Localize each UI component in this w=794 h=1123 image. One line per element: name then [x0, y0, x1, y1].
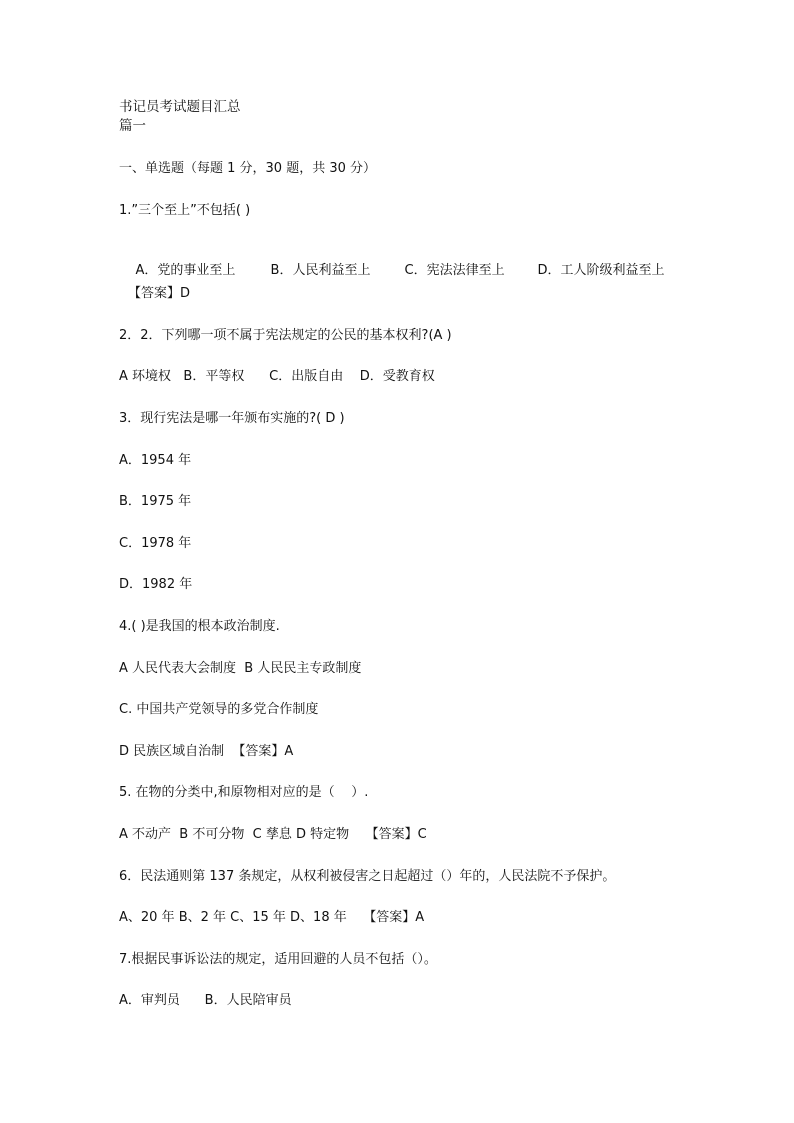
- question-5-options: A 不动产 B 不可分物 C 孳息 D 特定物 【答案】C: [119, 827, 427, 842]
- document-title: 书记员考试题目汇总: [119, 99, 241, 115]
- q1-option-d: D．工人阶级利益至上: [537, 263, 665, 278]
- q1-option-b: B．人民利益至上: [270, 263, 371, 278]
- question-3-option-b: B．1975 年: [119, 494, 192, 509]
- question-4-option-ab: A 人民代表大会制度 B 人民民主专政制度: [119, 661, 362, 676]
- question-6: 6．民法通则第 137 条规定，从权利被侵害之日起超过（）年的，人民法院不予保护。: [119, 869, 616, 884]
- question-2: 2．2．下列哪一项不属于宪法规定的公民的基本权利?(A ): [119, 328, 452, 343]
- question-2-options: A 环境权 B．平等权 C．出版自由 D．受教育权: [119, 369, 435, 384]
- section-heading: 一、单选题（每题 1 分，30 题，共 30 分）: [119, 161, 377, 176]
- question-1-options: [119, 244, 665, 298]
- document-subtitle: 篇一: [119, 118, 146, 134]
- question-4-option-d: D 民族区域自治制 【答案】A: [119, 744, 294, 759]
- question-3-option-c: C．1978 年: [119, 536, 192, 551]
- question-3-option-d: D．1982 年: [119, 577, 193, 592]
- question-1: 1.”三个至上”不包括( ): [119, 203, 251, 218]
- question-3-option-a: A．1954 年: [119, 453, 192, 468]
- q1-option-c: C．宪法法律至上: [404, 263, 505, 278]
- question-1-answer: 【答案】D: [128, 286, 191, 301]
- question-6-options: A、20 年 B、2 年 C、15 年 D、18 年 【答案】A: [119, 910, 425, 925]
- question-4-option-c: C. 中国共产党领导的多党合作制度: [119, 702, 319, 717]
- question-7: 7.根据民事诉讼法的规定，适用回避的人员不包括（）。: [119, 952, 437, 967]
- question-7-options: A．审判员 B．人民陪审员: [119, 993, 292, 1008]
- question-5: 5. 在物的分类中,和原物相对应的是（ ）.: [119, 785, 369, 800]
- question-3: 3．现行宪法是哪一年颁布实施的?( D ): [119, 411, 345, 426]
- question-4: 4.( )是我国的根本政治制度.: [119, 619, 280, 634]
- q1-option-a: A．党的事业至上: [135, 263, 236, 278]
